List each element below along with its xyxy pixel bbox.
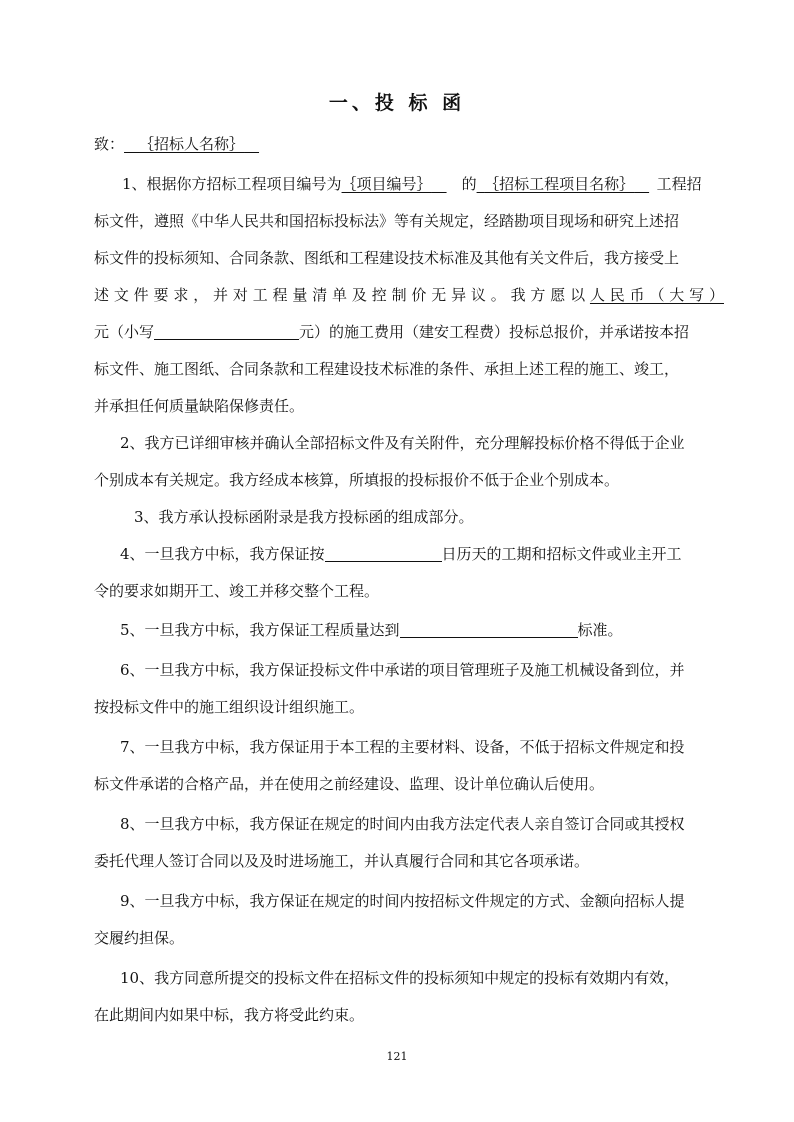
page-number: 121 [386, 1050, 408, 1063]
amount-words-field: 人民币（大写） [589, 286, 724, 304]
p1-line-5: 元（小写 元）的施工费用（建安工程费）投标总报价，并承诺按本招 [94, 323, 690, 341]
p10-line-2: 在此期间内如果中标，我方将受此约束。 [94, 1006, 365, 1024]
p9-line-1: 9、一旦我方中标，我方保证在规定的时间内按招标文件规定的方式、金额向招标人提 [120, 892, 685, 910]
p1-line-6: 标文件、施工图纸、合同条款和工程建设技术标准的条件、承担上述工程的施工、竣工， [94, 360, 680, 378]
p1-line-4: 述文件要求，并对工程量清单及控制价无异议。我方愿以人民币（大写） [94, 286, 724, 304]
p7-line-2: 标文件承诺的合格产品，并在使用之前经建设、监理、设计单位确认后使用。 [94, 775, 605, 793]
p8-line-2: 委托代理人签订合同以及及时进场施工，并认真履行合同和其它各项承诺。 [94, 852, 590, 870]
p2-line-2: 个别成本有关规定。我方经成本核算，所填报的投标报价不低于企业个别成本。 [94, 471, 620, 489]
p2-line-1: 2、我方已详细审核并确认全部招标文件及有关附件，充分理解投标价格不得低于企业 [120, 434, 685, 452]
p3-line-1: 3、我方承认投标函附录是我方投标函的组成部分。 [134, 508, 474, 526]
addressee-field: ｛招标人名称｝ [139, 135, 245, 153]
p1-line-1: 1、根据你方招标工程项目编号为｛项目编号｝ 的 ｛招标工程项目名称｝ 工程招 [122, 175, 702, 193]
p1-line-3: 标文件的投标须知、合同条款、图纸和工程建设技术标准及其他有关文件后，我方接受上 [94, 249, 680, 267]
p1-line-2: 标文件，遵照《中华人民共和国招标投标法》等有关规定，经踏勘项目现场和研究上述招 [94, 212, 680, 230]
p7-line-1: 7、一旦我方中标，我方保证用于本工程的主要材料、设备，不低于招标文件规定和投 [120, 738, 685, 756]
p1-line-7: 并承担任何质量缺陷保修责任。 [94, 397, 305, 415]
addressee-line [94, 134, 724, 154]
p4-line-2: 令的要求如期开工、竣工并移交整个工程。 [94, 582, 380, 600]
duration-days-blank [325, 545, 442, 562]
p8-line-1: 8、一旦我方中标，我方保证在规定的时间内由我方法定代表人亲自签订合同或其授权 [120, 815, 685, 833]
quality-standard-blank [400, 621, 578, 638]
p5-line-1: 5、一旦我方中标，我方保证工程质量达到 标准。 [120, 621, 623, 639]
p6-line-2: 按投标文件中的施工组织设计组织施工。 [94, 698, 365, 716]
project-number-field: ｛项目编号｝ [341, 175, 432, 193]
project-name-field: ｛招标工程项目名称｝ [484, 175, 635, 193]
addressee-prefix: 致： [94, 135, 125, 153]
p4-line-1: 4、一旦我方中标，我方保证按 日历天的工期和招标文件或业主开工 [120, 545, 682, 563]
amount-figures-blank [154, 323, 299, 340]
p10-line-1: 10、我方同意所提交的投标文件在招标文件的投标须知中规定的投标有效期内有效， [120, 969, 680, 987]
page-title: 一、投 标 函 [328, 92, 466, 114]
p9-line-2: 交履约担保。 [94, 929, 185, 947]
p6-line-1: 6、一旦我方中标，我方保证投标文件中承诺的项目管理班子及施工机械设备到位，并 [120, 661, 685, 679]
